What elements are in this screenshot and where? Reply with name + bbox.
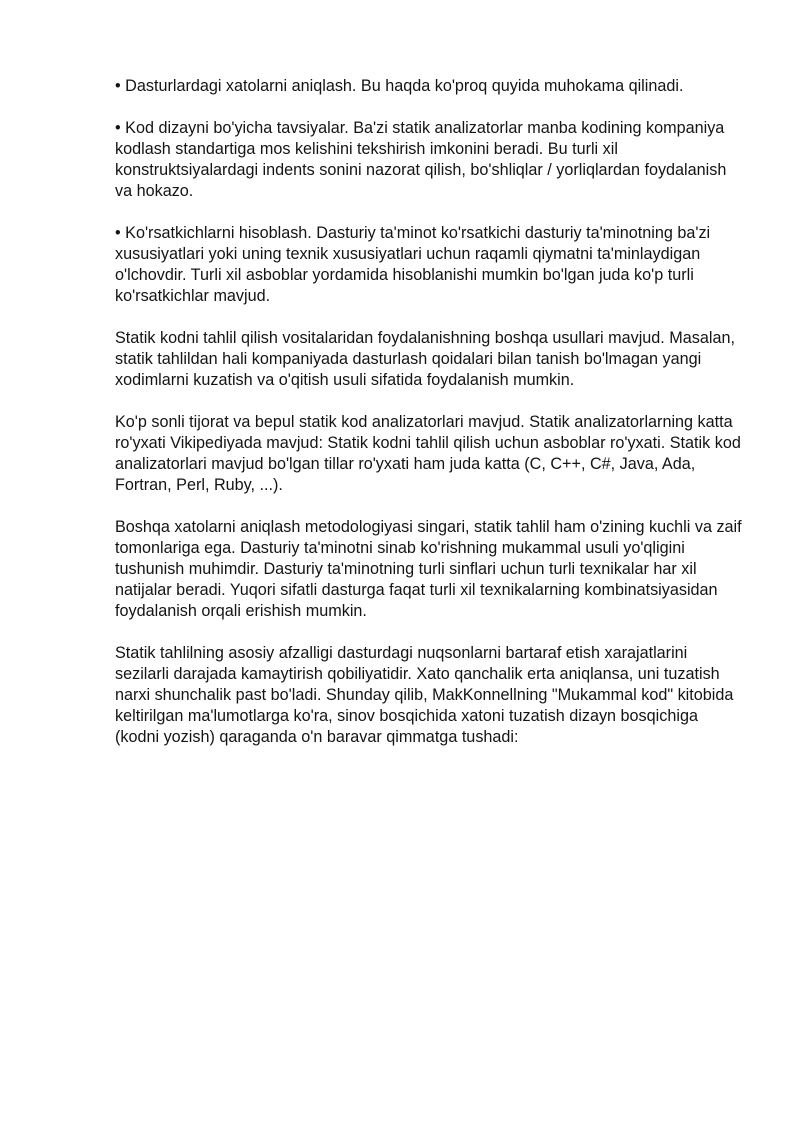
paragraph-other-uses: Statik kodni tahlil qilish vositalaridan foydalanishning boshqa usullari mavjud. Masalan, statik tahlildan hali kompaniyada dasturlash qoidalari bilan tanish bo'lmagan yangi xodimlarni kuzatish va o'qitish usuli sifatida foydalanish mumkin. bbox=[115, 329, 735, 389]
document-body bbox=[115, 76, 745, 769]
paragraph-analyzers-list: Ko'p sonli tijorat va bepul statik kod analizatorlari mavjud. Statik analizatorlarning katta ro'yxati Vikipediyada mavjud: Statik kodni tahlil qilish uchun asboblar ro'yxati. Statik kod analizatorlari mavjud bo'lgan tillar ro'yxati ham juda katta (C, C++, C#, Java, Ada, Fortran, Perl, Ruby, ...). bbox=[115, 413, 741, 494]
paragraph-strengths-weaknesses: Boshqa xatolarni aniqlash metodologiyasi singari, statik tahlil ham o'zining kuchli va zaif tomonlariga ega. Dasturiy ta'minotni sinab ko'rishning mukammal usuli yo'qligini tushunish muhimdir. Dasturiy ta'minotning turli sinflari uchun turli texnikalar har xil natijalar beradi. Yuqori sifatli dasturga faqat turli xil texnikalarning kombinatsiyasidan foydalanish orqali erishish mumkin. bbox=[115, 518, 742, 620]
paragraph-main-advantage: Statik tahlilning asosiy afzalligi dasturdagi nuqsonlarni bartaraf etish xarajatlarini sezilarli darajada kamaytirish qobiliyatidir. Xato qanchalik erta aniqlansa, uni tuzatish narxi shunchalik past bo'ladi. Shunday qilib, MakKonnellning "Mukammal kod" kitobida keltirilgan ma'lumotlarga ko'ra, sinov bosqichida xatoni tuzatish dizayn bosqichiga (kodni yozish) qaraganda o'n baravar qimmatga tushadi: bbox=[115, 644, 734, 746]
bullet-paragraph-metrics: • Ko'rsatkichlarni hisoblash. Dasturiy ta'minot ko'rsatkichi dasturiy ta'minotning ba'zi xususiyatlari yoki uning texnik xususiyatlari uchun raqamli qiymatni ta'minlaydigan o'lchovdir. Turli xil asboblar yordamida hisoblanishi mumkin bo'lgan juda ko'p turli ko'rsatkichlar mavjud. bbox=[115, 224, 711, 305]
bullet-paragraph-error-detection: • Dasturlardagi xatolarni aniqlash. Bu haqda ko'proq quyida muhokama qilinadi. bbox=[115, 77, 684, 95]
bullet-paragraph-code-design: • Kod dizayni bo'yicha tavsiyalar. Ba'zi statik analizatorlar manba kodining kompaniya kodlash standartiga mos kelishini tekshirish imkonini beradi. Bu turli xil konstruktsiyalardagi indents sonini nazorat qilish, bo'shliqlar / yorliqlardan foydalanish va hokazo. bbox=[115, 119, 727, 200]
